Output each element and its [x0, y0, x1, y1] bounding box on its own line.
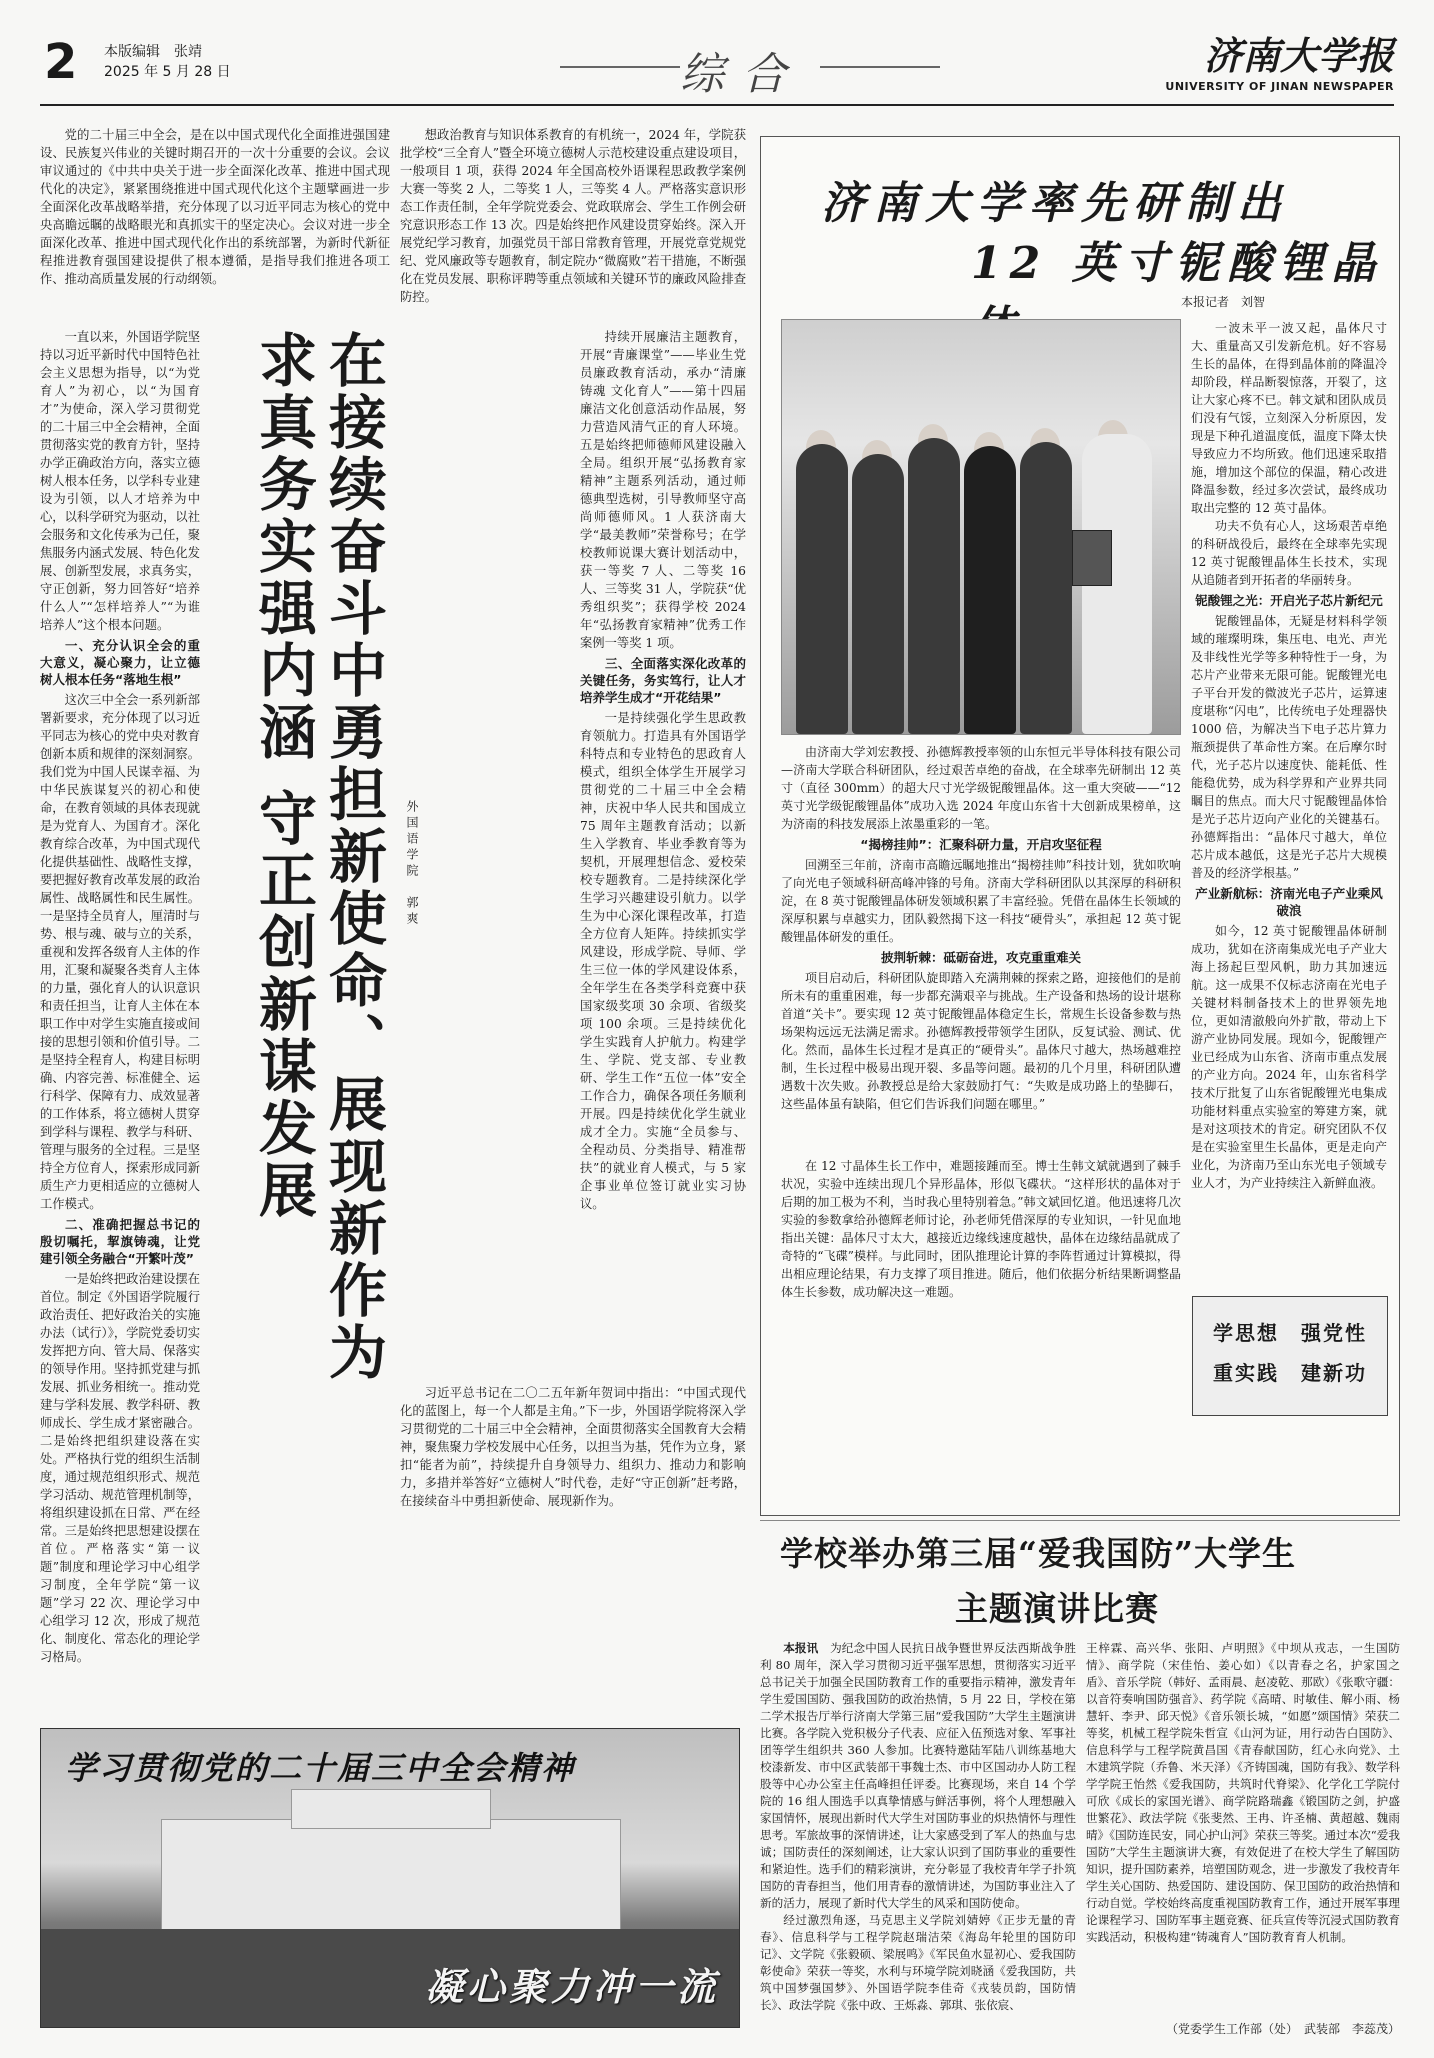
section-rule-left — [560, 66, 680, 68]
article3-col2: 王梓霖、高兴华、张阳、卢明照》《中坝从戎志，一生国防情》、商学院（宋佳怡、姜心如）《以青春之名，护家国之盾》、音乐学院（韩好、孟雨晨、赵凌乾、那欧）《张歌守疆：以音符奏响国防强音》、药学院《高晴、时敏佳、解小雨、杨慧轩、李尹、邱天悦》《音乐领长城，“如愿”颂国情》荣获二等奖，机械工程学院朱哲宣《山河为证，用行动告白国防》、信息科学与工程学院黄昌国《青春献国防，红心永向党》、土木建筑学院（乔鲁、米天泽）《齐铸国魂，国防有我》、数学科学学院王怡然《爱我国防，共筑时代脊梁》、化学化工学院付可欣《成长的家国光谱》、商学院路瑞鑫《锻国防之剑，护盛世繁花》、政法学院《张斐然、王冉、许圣楠、黄超越、魏雨晴》《国防连民安，同心护山河》荣获三等奖。通过本次“爱我国防”大学生主题演讲大赛，有效促进了在校大学生了解国防知识，提升国防素养，培塑国防观念，进一步激发了我校青年学生关心国防、热爱国防、建设国防、保卫国防的政治热情和行动自觉。学校始终高度重视国防教育工作，通过开展军事理论课程学习、国防军事主题竞赛、征兵宣传等沉浸式国防教育实践活动，积极构建“铸魂育人”国防教育育人机制。 — [1086, 1641, 1400, 1944]
team-photo — [781, 319, 1181, 735]
section-rule-right — [820, 66, 940, 68]
slogan-line-2: 重实践 建新功 — [1213, 1361, 1367, 1385]
banner-subtitle: 凝心聚力冲一流 — [424, 1964, 719, 2009]
masthead — [40, 33, 1394, 106]
article1-author: 外国语学院 郭爽 — [405, 800, 419, 928]
issue-date: 2025 年 5 月 28 日 — [104, 64, 231, 80]
section-name: 综合 — [680, 49, 804, 100]
slogan-box — [1192, 1296, 1388, 1416]
slogan-line-1: 学思想 强党性 — [1213, 1321, 1367, 1345]
page-number: 2 — [44, 34, 78, 90]
article2-title-2: 12 英寸铌酸锂晶 — [971, 238, 1384, 289]
article2-col-c: 一波未平一波又起，晶体尺寸大、重量高又引发新危机。好不容易生长的晶体，在得到晶体前的降温冷却阶段，样品断裂惊落，开裂了，这让大家心疼不已。韩文斌和团队成员们没有气馁，立刻深入分析原因，发现是下种孔道温度低，温度下降太快导致应力不均所致。他们迅速采取措施，增加这个部位的保温，精心改进降温参数，经过多次尝试，最终成功取出完整的 12 英寸晶体。 功夫不负有心人，这场艰苦卓绝的科研战役后，最终在全球率先实现 12 英寸铌酸锂晶体生长技术，实现从追随者到开拓者的华丽转身。 铌酸锂之光：开启光子芯片新纪元 铌酸锂晶体，无疑是材料科学领域的璀璨明珠，集压电、电光、声光及非线性光学等多种特性于一身，为芯片产业带来无限可能。铌酸锂光电子平台开发的微波光子芯片，运算速度堪称“闪电”，比传统电子处理器快 1000 倍，为解决当下电子芯片算力瓶颈提供了革命性方案。在后摩尔时代，光子芯片以速度快、能耗低、性能稳优势，成为科学界和产业界共同瞩目的焦点。而大尺寸铌酸锂晶体恰是光子芯片迈向产业化的关键基石。孙德辉指出：“晶体尺寸越大，单位芯片成本越低，这是光子芯片大规模普及的经济学根基。” 产业新航标：济南光电子产业乘风破浪 如今，12 英寸铌酸锂晶体研制成功，犹如在济南集成光电子产业大海上扬起巨型风帆，助力其加速远航。这一成果不仅标志济南在光电子关键材料制备技术上的世界领先地位，更如清澈般向外扩散，带动上下游产业协同发展。现如今，铌酸锂产业已经成为山东省、济南市重点发展的产业方向。2024 年，山东省科学技术厅批复了山东省铌酸锂光电集成功能材料重点实验室的筹建方案，就是对这项技术的肯定。研究团队不仅是在实验室里生长晶体，更是走向产业化，为济南乃至山东光电子领域专业人才，为产业持续注入新鲜血液。 — [1191, 321, 1387, 1190]
lead-label: 本报讯 — [783, 1641, 819, 1655]
article1-headline-1: 在接续奋斗中勇担新使命、展现新作为 — [319, 330, 387, 1384]
campus-banner — [40, 1728, 740, 2028]
article1-headline-2: 求真务实强内涵 守正创新谋发展 — [249, 330, 317, 1223]
article3-title-2: 主题演讲比赛 — [955, 1589, 1159, 1628]
article2-col-b: 在 12 寸晶体生长工作中，难题接踵而至。博士生韩文斌就遇到了棘手状况，实验中连续出现几个异形晶体，形似飞碟状。“这样形状的晶体对于后期的加工极为不利，当时我心里特别着急。”韩文斌回忆道。他迅速将几次实验的参数拿给孙德辉老师讨论，孙老师凭借深厚的专业知识，一针见血地指出关键：晶体尺寸太大，越接近边缘线速度越快，晶体在边缘结晶就成了奇特的“飞碟”模样。与此同时，团队推理论计算的李阵哲通过计算模拟，得出相应理论结果，有力支撑了项目推进。随后，他们依据分析结果断调整晶体生长参数，成功解决这一难题。 — [781, 1159, 1181, 1299]
article1-col2-top: 想政治教育与知识体系教育的有机统一，2024 年，学院获批学校“三全育人”暨全环境立德树人示范校建设重点建设项目，一般项目 1 项，获得 2024 年全国高校外语课程思政教学案例大赛一等奖 2 人，二等奖 1 人，三等奖 4 人。严格落实意识形态工作责任制，全年学院党委会、党政联席会、学生工作例会研究意识形态工作 13 次。四是始终把作风建设贯穿始终。深入开展党纪学习教育，加强党员干部日常教育管理，开展党章党规党纪、党风廉政等专题教育，制定院办“微腐败”若干措施，不断强化在党员发展、职称评聘等重点领域和关键环节的廉政风险排查防控。 — [400, 128, 746, 304]
article3-col1: 本报讯 为纪念中国人民抗日战争暨世界反法西斯战争胜利 80 周年，深入学习贯彻习近平强军思想，贯彻落实习近平总书记关于加强全民国防教育工作的重要指示精神，激发青年学生爱国国防、强我国防的政治热情，5 月 22 日，学校在第二学术报告厅举行济南大学第三届“爱我国防”大学生主题演讲比赛。各学院入党积极分子代表、应征入伍预选对象、军事社团等学生组织共 360 人参加。比赛特邀陆军陆八训练基地大校漆新发、市中区武装部干事魏士杰、市中区国动办人防工程股等中心办公室主任高峰担任评委。比赛现场，来自 14 个学院的 16 组人围选手以真挚情感与鲜活事例，将个人理想融入家国情怀，展现出新时代大学生对国防事业的炽热情怀与理性思考。军旅故事的深情讲述，让大家感受到了军人的热血与忠诚；国防责任的深刻阐述，让大家认识到了国防事业的重要性和紧迫性。选手们的精彩演讲，充分彰显了我校青年学子扑筑国防的青春担当，他们用青春的激情讲述，为国防事业注入了新的活力，展现了新时代大学生的风采和国防使命。 经过激烈角逐，马克思主义学院刘婧婷《正步无量的青春》、信息科学与工程学院赵瑞洁荣《海岛年轮里的国防印记》、文学院《张毅硕、梁展鸣》《军民鱼水显初心、爱我国防彰使命》荣获一等奖，水利与环境学院刘晓涵《爱我国防，共筑中国梦强国梦》、外国语学院李佳奇《戎装员韵，国防情长》、政法学院《张中政、王烁淼、郭琪、张依宸、 — [760, 1641, 1076, 2012]
banner-title: 学习贯彻党的二十届三中全会精神 — [65, 1749, 576, 1787]
editors: 本版编辑 张靖 — [104, 44, 202, 60]
paper-logo: 济南大学报 — [1203, 33, 1394, 78]
certificate-icon — [1072, 530, 1112, 586]
article2-byline: 本报记者 刘智 — [1181, 295, 1266, 309]
article2-col-a: 由济南大学刘宏教授、孙德辉教授率领的山东恒元半导体科技有限公司—济南大学联合科研团队，经过艰苦卓绝的奋战，在全球率先研制出 12 英寸（直径 300mm）的超大尺寸光学级铌酸锂晶体。这一重大突破——“12 英寸光学级铌酸锂晶体”成功入选 2024 年度山东省十大创新成果榜单，这为济南的科技发展添上浓墨重彩的一笔。 “揭榜挂帅”：汇聚科研力量，开启攻坚征程 回溯至三年前，济南市高瞻远瞩地推出“揭榜挂帅”科技计划，犹如吹响了向光电子领域科研高峰冲锋的号角。济南大学科研团队以其深厚的科研积淀，在 8 英寸铌酸锂晶体研发领域积累了丰富经验。凭借在晶体生长领域的深厚积累与卓越实力，团队毅然揭下这一科技“硬骨头”，承担起 12 英寸铌酸锂晶体研发的重任。 披荆斩棘：砥砺奋进，攻克重重难关 项目启动后，科研团队旋即踏入充满荆棘的探索之路，迎接他们的是前所未有的重重困难，每一步都充满艰辛与挑战。生产设备和热场的设计堪称首道“关卡”。要实现 12 英寸铌酸锂晶体稳定生长，常规生长设备参数与热场架构远远无法满足需求。孙德辉教授带领学生团队，反复试验、测试、优化。然而，晶体生长过程才是真正的“硬骨头”。晶体尺寸越大，热场越难控制，生长过程中极易出现开裂、多晶等问题。最初的几个月里，科研团队遭遇数十次失败。孙教授总是给大家鼓励打气：“失败是成功路上的垫脚石，这些晶体虽有缺陷，但它们告诉我们问题在哪里。” — [781, 745, 1181, 1111]
article1-col1-left: 一直以来，外国语学院坚持以习近平新时代中国特色社会主义思想为指导，以“为党育人”为初心，以“为国育才”为使命，深入学习贯彻党的二十届三中全会精神，全面贯彻落实党的教育方针，坚持办学正确政治方向，落实立德树人根本任务，以学科专业建设为引领，以人才培养为中心，以科学研究为驱动，以社会服务和文化传承为己任，聚焦服务内涵式发展、特色化发展、创新型发展，求真务实，守正创新，努力回答好“培养什么人”“怎样培养人”“为谁培养人”这个根本问题。 一、充分认识全会的重大意义，凝心聚力，让立德树人根本任务“落地生根” 这次三中全会一系列新部署新要求，充分体现了以习近平同志为核心的党中央对教育创新本质和规律的深刻洞察。我们党为中国人民谋幸福、为中华民族谋复兴的初心和使命，在教育领域的具体表现就是为党育人、为国育才。深化教育综合改革，为中国式现代化提供基础性、战略性支撑，要把握好教育改革发展的政治属性、战略属性和民生属性。一是坚持全员育人，厘清时与势、根与魂、破与立的关系，重视和发挥各级育人主体的作用，汇聚和凝聚各类育人主体的力量，强化育人的认识意识和责任担当，让育人主体在本职工作中对学生实施直接或间接的思想引领和价值引导。二是坚持全程育人，构建目标明确、内容完善、标准健全、运行科学、保障有力、成效显著的工作体系，将立德树人贯穿到学科与课程、教学与科研、管理与服务的全过程。三是坚持全方位育人，探索形成同新质生产力更相适应的立德树人工作模式。 二、准确把握总书记的殷切嘱托，挈旗铸魂，让党建引领全务融合“开繁叶茂” 一是始终把政治建设摆在首位。制定《外国语学院履行政治责任、把好政治关的实施办法（试行）》，学院党委切实发挥把方向、管大局、保落实的领导作用。坚持抓党建与抓发展、抓业务相统一。推动党建与学科发展、教学科研、教师成长、学生成才紧密融合。二是始终把组织建设落在实处。严格执行党的组织生活制度，通过规范组织形式、规范学习活动、规范管理机制等，将组织建设抓在日常、严在经常。三是始终把思想建设摆在首位。严格落实“第一议题”制度和理论学习中心组学习制度，全年学院“第一议题”学习 22 次、理论学习中心组学习 12 次，形成了规范化、制度化、常态化的理论学习格局。 — [40, 330, 200, 1664]
paper-logo-en: UNIVERSITY OF JINAN NEWSPAPER — [1165, 80, 1394, 93]
campus-building-top — [291, 1789, 491, 1829]
article1-col2-right: 持续开展廉洁主题教育，开展“青廉课堂”——毕业生党员廉政教育活动，承办“清廉铸魂 文化育人”——第十四届廉洁文化创意活动作品展，努力营造风清气正的育人环境。五是始终把师德师风建设融入全局。组织开展“弘扬教育家精神”主题系列活动，通过师德典型选树，引导教师坚守高尚师德师风。1 人获济南大学“最美教师”荣誉称号；在学校教师说课大赛计划活动中，获一等奖 7 人、二等奖 16 人、三等奖 31 人，学院获“优秀组织奖”；获得学校 2024 年“弘扬教育家精神”优秀工作案例一等奖 1 项。 三、全面落实深化改革的关键任务，务实笃行，让人才培养学生成才“开花结果” 一是持续强化学生思政教育领航力。打造具有外国语学科特点和专业特色的思政育人模式，组织全体学生开展学习贯彻党的二十届三中全会精神，庆祝中华人民共和国成立 75 周年主题教育活动；以新生入学教育、毕业季教育等为契机，开展理想信念、爱校荣校专题教育。二是持续深化学生学习兴趣建设引航力。以学生为中心深化课程改革，打造全方位育人矩阵。持续抓实学风建设，形成学院、导师、学生三位一体的学风建设体系，全年学生在各类学科竞赛中获国家级奖项 30 余项、省级奖项 100 余项。三是持续优化学生实践育人护航力。构建学生、学院、党支部、专业教研、学生工作“五位一体”安全工作合力，确保各项任务顺利开展。四是持续优化学生就业成才全力。实施“全员参与、全程动员、分类指导、精准帮扶”的就业育人模式，与 5 家企事业单位签订就业实习协议。 — [580, 330, 746, 1211]
article1-col2-bottom: 习近平总书记在二〇二五年新年贺词中指出：“中国式现代化的蓝图上，每一个人都是主角。”下一步，外国语学院将深入学习贯彻党的二十届三中全会精神，全面贯彻落实全国教育大会精神，聚焦聚力学校发展中心任务，以担当为基，凭作为立身，紧扣“能者为前”，持续提升自身领导力、组织力、推动力和影响力，多措并举答好“立德树人”时代卷，走好“守正创新”赶考路，在接续奋斗中勇担新使命、展现新作为。 — [400, 1386, 746, 1508]
article3-rule — [760, 1520, 1400, 1521]
article1-col1-top: 党的二十届三中全会，是在以中国式现代化全面推进强国建设、民族复兴伟业的关键时期召开的一次十分重要的会议。会议审议通过的《中共中央关于进一步全面深化改革、推进中国式现代化的决定》，紧紧围绕推进中国式现代化这个主题擘画进一步全面深化改革战略举措，充分体现了以习近平同志为核心的党中央高瞻远瞩的战略眼光和真抓实干的坚定决心。会议对进一步全面深化改革、推进中国式现代化作出的系统部署，为新时代新征程推进教育强国建设提供了根本遵循，是指导我们推进各项工作、推动高质量发展的行动纲领。 — [40, 128, 390, 286]
article3-title-1: 学校举办第三届“爱我国防”大学生 — [780, 1534, 1296, 1573]
masthead-meta — [104, 42, 231, 82]
article3-credit: （党委学生工作部（处） 武装部 李蕊茂） — [1165, 2022, 1400, 2036]
article2-title-1: 济南大学率先研制出 — [821, 178, 1289, 229]
